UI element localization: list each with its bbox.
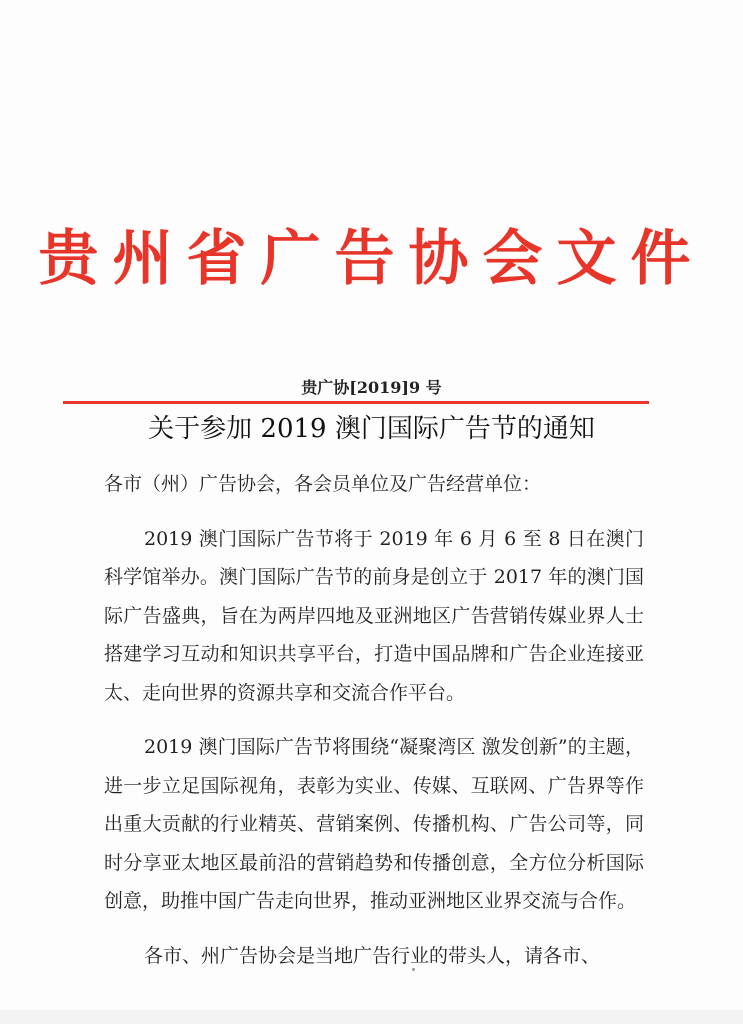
red-divider-line xyxy=(63,401,649,404)
salutation: 各市（州）广告协会，各会员单位及广告经营单位： xyxy=(104,473,542,495)
paragraph-3: 各市、州广告协会是当地广告行业的带头人，请各市、 xyxy=(144,944,601,967)
scan-speck xyxy=(412,968,415,971)
paragraph-2: 2019 澳门国际广告节将围绕“凝聚湾区 激发创新”的主题，进一步立足国际视角，表彰为实业、传媒、互联网、广告界等作出重大贡献的行业精英、营销案例、传播机构、广告公司等，同时分享亚太地区最前沿的营销趋势和传播创意，全方位分析国际创意，助推中国广告走向世界，推动亚洲地区业界交流与合作。 xyxy=(104,736,644,912)
notice-body xyxy=(104,465,644,991)
scan-bottom-edge xyxy=(0,1010,743,1024)
masthead-title: 贵州省广告协会文件 xyxy=(38,224,705,294)
notice-title: 关于参加 2019 澳门国际广告节的通知 xyxy=(148,414,595,444)
paragraph-1: 2019 澳门国际广告节将于 2019 年 6 月 6 至 8 日在澳门科学馆举办。澳门国际广告节的前身是创立于 2017 年的澳门国际广告盛典，旨在为两岸四地及亚洲地区广告营销传媒业界人士搭建学习互动和知识共享平台，打造中国品牌和广告企业连接亚太、走向世界的资源共享和交流合作平台。 xyxy=(104,527,644,704)
document-number: 贵广协[2019]9 号 xyxy=(301,378,442,397)
